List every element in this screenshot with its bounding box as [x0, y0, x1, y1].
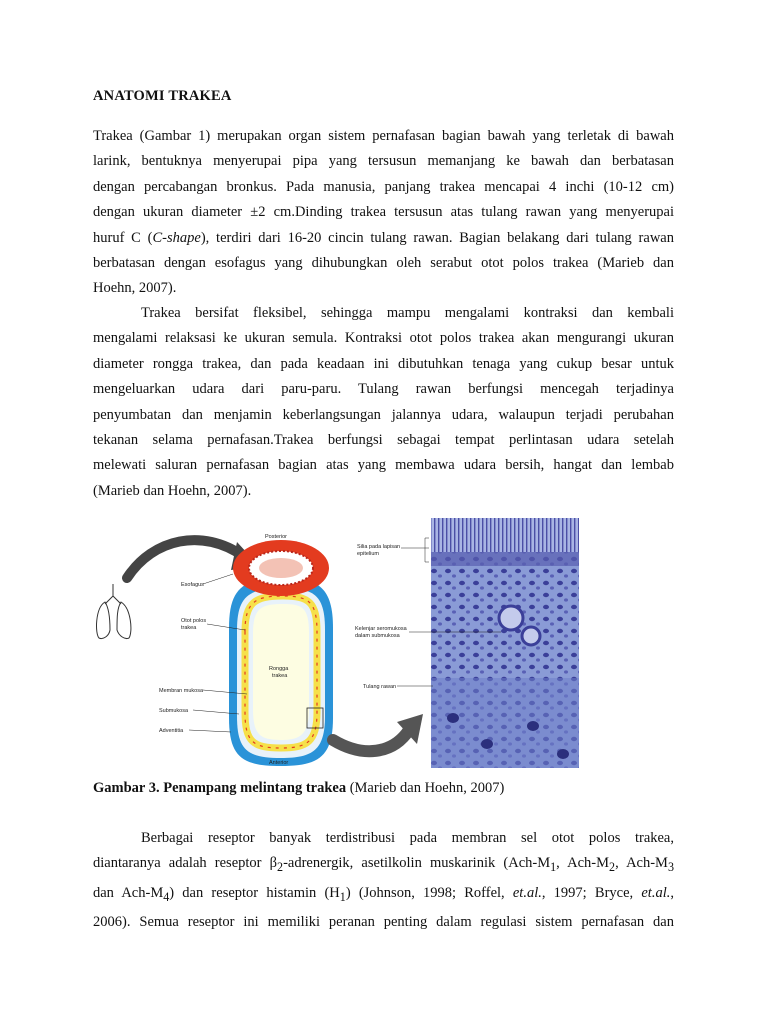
- label-otot-polos: Otot polos: [181, 618, 207, 624]
- label-posterior: Posterior: [265, 534, 288, 540]
- figure-caption: Gambar 3. Penampang melintang trakea (Marieb dan Hoehn, 2007): [93, 780, 505, 796]
- trachea-ring: [229, 540, 333, 766]
- text-line: mengeluarkan udara dari paru-paru. Tulang rawan berfungsi mencegah terjadinya: [93, 381, 674, 398]
- section-heading: ANATOMI TRAKEA: [93, 88, 232, 104]
- trachea-cross-section-figure: [93, 518, 583, 770]
- text-line: mengalami relaksasi ke ukuran semula. Kontraksi otot polos trakea akan mengurangi ukuran: [93, 330, 674, 347]
- text-line: penyumbatan dan menjamin keberlangsungan jalannya udara, walaupun terjadi perubahan: [93, 406, 674, 423]
- label-tulang-rawan: Tulang rawan: [363, 684, 397, 690]
- label-silia: Silia pada lapisan: [357, 544, 401, 550]
- text-line: (Marieb dan Hoehn, 2007).: [93, 482, 252, 499]
- arrow-icon: [127, 540, 243, 578]
- arrow-icon: [333, 730, 409, 751]
- text-line: dan Ach-$M_4$) dan reseptor histamin $(H_1)$ (Johnson, 1998; Roffel, et.al., 1997; Bryce, et.al.,: [93, 884, 674, 904]
- text-line: melewati saluran pernafasan bagian atas yang membawa udara bersih, hangat dan lembab: [93, 457, 674, 474]
- text-line: tekanan selama pernafasan.Trakea berfungsi sebagai tempat perlintasan udara setelah: [93, 432, 674, 449]
- label-anterior: Anterior: [269, 760, 289, 766]
- label-rongga: Rongga: [269, 666, 289, 672]
- label-otot-polos-2: trakea: [181, 625, 197, 631]
- histology-image: [431, 518, 579, 768]
- label-adventitia: Adventitia: [159, 728, 184, 734]
- text-line: Berbagai reseptor banyak terdistribusi pada membran sel otot polos trakea,: [141, 830, 674, 846]
- label-esofagus: Esofagus: [181, 582, 204, 588]
- label-submukosa: Submukosa: [159, 708, 189, 714]
- text-line: dengan ukuran diameter ±2 cm.Dinding trakea tersusun atas tulang rawan yang menyerupai: [93, 204, 674, 221]
- italic-term: C-shape: [152, 229, 201, 246]
- text-line: huruf C (C-shape), terdiri dari 16-20 cincin tulang rawan. Bagian belakang dari tulang rawan: [93, 229, 674, 246]
- paragraph-1: [93, 124, 674, 302]
- paragraph-3: [93, 826, 674, 935]
- paragraph-2: [93, 301, 674, 504]
- label-membran: Membran mukosa: [159, 688, 204, 694]
- text-line: Trakea bersifat fleksibel, sehingga mampu mengalami kontraksi dan kembali: [141, 305, 674, 321]
- text-line: dengan percabangan bronkus. Pada manusia, panjang trakea mencapai 4 inchi (10-12 cm): [93, 178, 674, 195]
- label-silia-2: epitelium: [357, 551, 380, 557]
- text-line: larink, bentuknya menyerupai pipa yang tersusun memanjang ke bawah dan berbatasan: [93, 153, 674, 170]
- text-line: diameter rongga trakea, dan pada keadaan ini dibutuhkan tenaga yang cukup besar untuk: [93, 355, 674, 372]
- label-kelenjar-2: dalam submukosa: [355, 633, 400, 639]
- label-kelenjar: Kelenjar seromukosa: [355, 626, 407, 632]
- text-line: Hoehn, 2007).: [93, 280, 177, 297]
- label-rongga-2: trakea: [272, 673, 288, 679]
- lungs-icon: [97, 584, 131, 639]
- text-line: diantaranya adalah reseptor $\beta_2$-adrenergik, asetilkolin muskarinik ($Ach-M_1$, Ach-$M_2$, Ach-$M_3$: [93, 855, 674, 875]
- text-line: berbatasan dengan esofagus yang dihubungkan oleh serabut otot polos trakea (Marieb dan: [93, 255, 674, 272]
- text-line: Trakea (Gambar 1) merupakan organ sistem pernafasan bagian bawah yang terletak di bawah: [93, 128, 674, 144]
- text-line: 2006). Semua reseptor ini memiliki peranan penting dalam regulasi sistem pernafasan dan: [93, 914, 674, 930]
